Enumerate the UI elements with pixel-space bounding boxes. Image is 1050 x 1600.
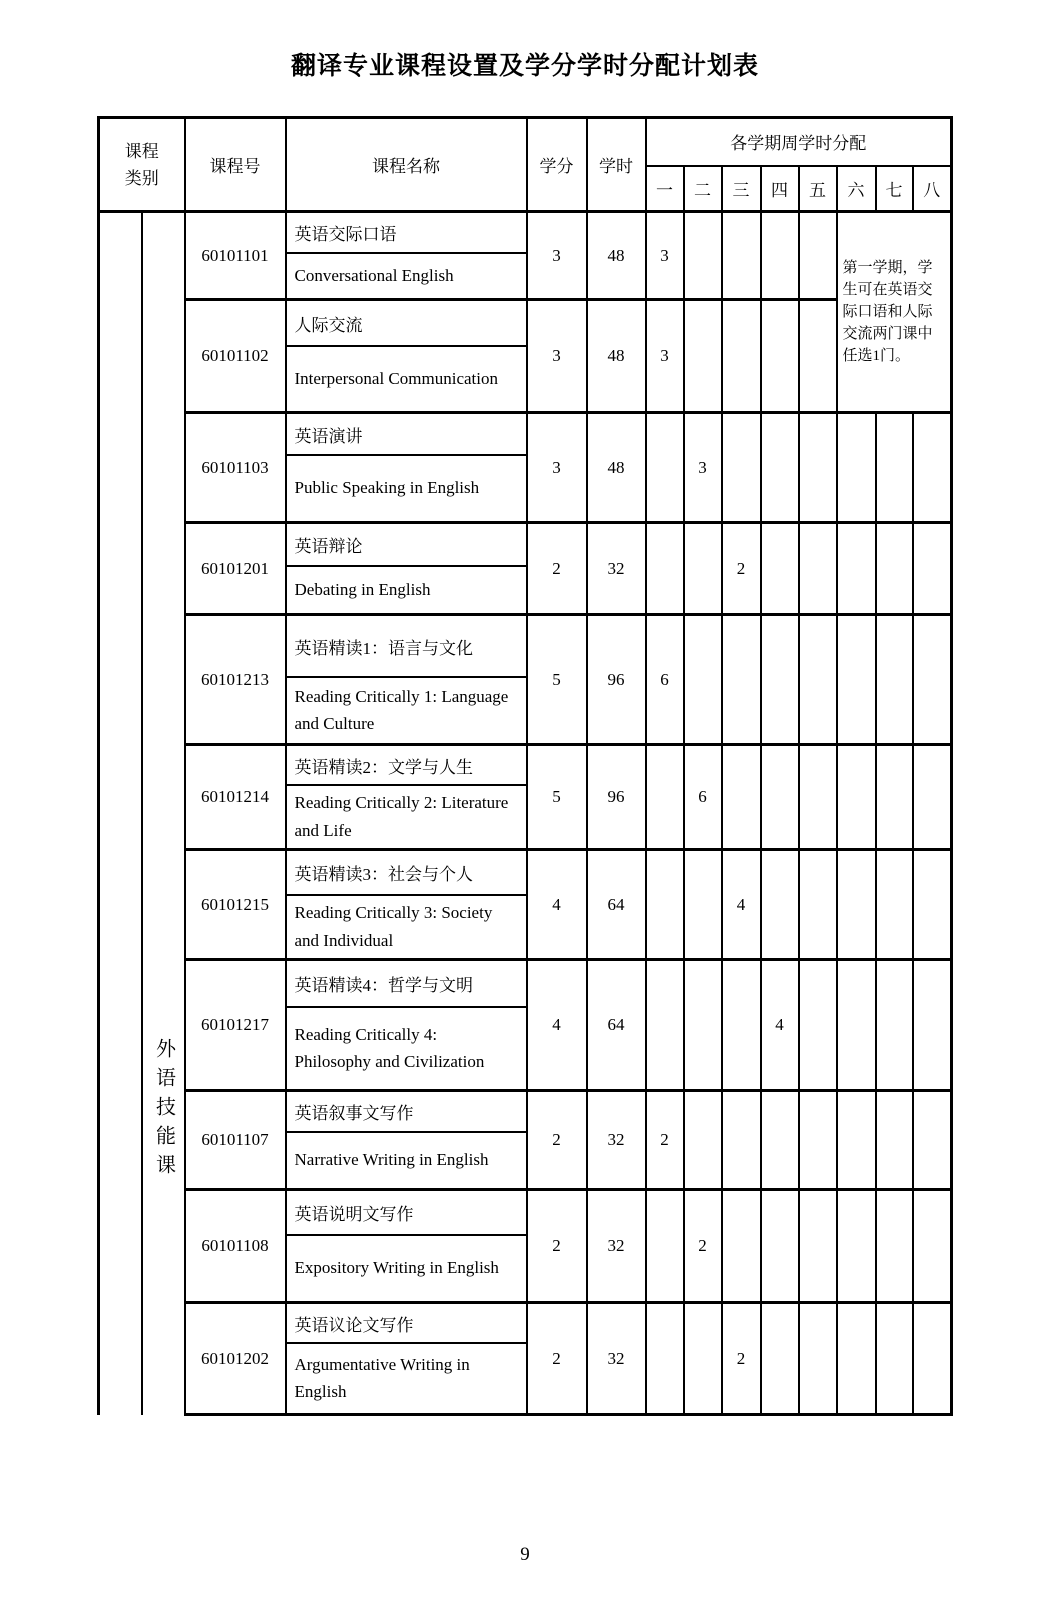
semester-hours-cell: [876, 745, 913, 850]
semester-hours-cell: [646, 1190, 684, 1303]
semester-hours-cell: [684, 615, 722, 745]
course-name-en: [287, 254, 526, 297]
header-course-name: 课程名称: [286, 118, 527, 212]
course-number-cell: 60101103: [185, 413, 286, 523]
credits-cell: 4: [527, 850, 587, 960]
table-row: [99, 1091, 952, 1190]
table-row: [99, 745, 952, 850]
hours-cell: 32: [587, 1303, 646, 1415]
course-name-en-text: Public Speaking in English: [294, 478, 480, 498]
course-number-cell: 60101201: [185, 523, 286, 615]
semester-hours-cell: [913, 413, 952, 523]
course-name-en: [287, 1133, 526, 1187]
hours-cell: 48: [587, 413, 646, 523]
semester-hours-cell: [722, 413, 761, 523]
course-name-cell: [286, 413, 527, 523]
semester-hours-cell: [799, 300, 837, 413]
semester-hours-cell: [761, 1303, 799, 1415]
course-number-cell: 60101213: [185, 615, 286, 745]
semester-hours-cell: [799, 413, 837, 523]
semester-hours-cell: 4: [722, 850, 761, 960]
semester-hours-cell: [837, 1091, 876, 1190]
semester-hours-cell: [722, 212, 761, 300]
course-name-wrap: [287, 1092, 526, 1187]
semester-hours-cell: [646, 850, 684, 960]
semester-hours-cell: 2: [646, 1091, 684, 1190]
semester-hours-cell: [799, 1091, 837, 1190]
credits-cell: 5: [527, 745, 587, 850]
semester-hours-cell: [837, 745, 876, 850]
course-name-en: [287, 567, 526, 612]
table-row: [99, 1190, 952, 1303]
semester-hours-cell: [684, 212, 722, 300]
course-number-cell: 60101108: [185, 1190, 286, 1303]
table-body: [99, 212, 952, 1415]
course-name-en: [287, 678, 526, 742]
course-name-en: [287, 347, 526, 410]
semester-hours-cell: 2: [684, 1190, 722, 1303]
semester-hours-cell: [761, 523, 799, 615]
table-row: [99, 960, 952, 1091]
semester-hours-cell: [837, 413, 876, 523]
hours-cell: 64: [587, 850, 646, 960]
course-number-cell: 60101217: [185, 960, 286, 1091]
semester-hours-cell: [913, 1091, 952, 1190]
semester-hours-cell: [799, 212, 837, 300]
header-semester-6: 六: [837, 166, 876, 212]
course-name-en-text: Argumentative Writing in English: [294, 1354, 470, 1401]
hours-cell: 96: [587, 745, 646, 850]
course-name-en-text: Interpersonal Communication: [294, 368, 498, 388]
semester-hours-cell: [837, 1190, 876, 1303]
semester-hours-cell: [799, 523, 837, 615]
course-name-cell: [286, 1303, 527, 1415]
semester-hours-cell: [684, 850, 722, 960]
semester-hours-cell: 2: [722, 523, 761, 615]
course-number-cell: 60101215: [185, 850, 286, 960]
course-name-en-text: Narrative Writing in English: [294, 1150, 489, 1170]
semester-hours-cell: [876, 1190, 913, 1303]
semester-hours-cell: [876, 413, 913, 523]
course-name-zh: 英语议论文写作: [287, 1304, 526, 1344]
course-name-wrap: [287, 961, 526, 1088]
course-name-zh: 英语精读2：文学与人生: [287, 746, 526, 786]
semester-hours-cell: 3: [646, 212, 684, 300]
semester-hours-cell: [799, 615, 837, 745]
semester-hours-cell: [722, 300, 761, 413]
header-semester-3: 三: [722, 166, 761, 212]
semester-hours-cell: [837, 960, 876, 1091]
course-name-wrap: [287, 213, 526, 297]
course-name-wrap: [287, 1304, 526, 1412]
semester-hours-cell: [722, 615, 761, 745]
table-row: [99, 615, 952, 745]
semester-hours-cell: [761, 615, 799, 745]
semester-hours-cell: [913, 960, 952, 1091]
table-row: [99, 523, 952, 615]
credits-cell: 3: [527, 212, 587, 300]
header-semester-4: 四: [761, 166, 799, 212]
course-name-cell: [286, 850, 527, 960]
semester-hours-cell: [761, 1091, 799, 1190]
course-name-zh: 英语精读1：语言与文化: [287, 616, 526, 678]
semester-hours-cell: 3: [684, 413, 722, 523]
semester-hours-cell: [684, 1091, 722, 1190]
credits-cell: 2: [527, 1190, 587, 1303]
course-name-cell: [286, 1190, 527, 1303]
table-row: [99, 1303, 952, 1415]
hours-cell: 64: [587, 960, 646, 1091]
semester-hours-cell: [761, 300, 799, 413]
semester-hours-cell: [876, 960, 913, 1091]
credits-cell: 4: [527, 960, 587, 1091]
semester-hours-cell: 4: [761, 960, 799, 1091]
category-cell: [142, 212, 185, 1415]
header-semester-group: 各学期周学时分配: [646, 118, 952, 166]
semester-hours-cell: [876, 1091, 913, 1190]
semester-hours-cell: 6: [646, 615, 684, 745]
header-semester-7: 七: [876, 166, 913, 212]
note-cell: [837, 212, 952, 413]
semester-hours-cell: 6: [684, 745, 722, 850]
course-name-en-text: Expository Writing in English: [294, 1258, 499, 1278]
course-name-cell: [286, 1091, 527, 1190]
semester-hours-cell: [876, 523, 913, 615]
course-name-zh: 英语叙事文写作: [287, 1092, 526, 1133]
header-semester-8: 八: [913, 166, 952, 212]
semester-hours-cell: [913, 1303, 952, 1415]
page-title: 翻译专业课程设置及学分学时分配计划表: [290, 52, 759, 80]
credits-cell: 3: [527, 300, 587, 413]
table-row: [99, 212, 952, 300]
header-category: [99, 118, 185, 212]
course-name-en: [287, 1344, 526, 1412]
course-name-zh: 英语说明文写作: [287, 1191, 526, 1236]
course-name-en: [287, 786, 526, 847]
course-name-wrap: [287, 1191, 526, 1300]
semester-hours-cell: [646, 745, 684, 850]
header-credits: 学分: [527, 118, 587, 212]
semester-hours-cell: [722, 960, 761, 1091]
semester-hours-cell: [913, 523, 952, 615]
course-name-en: [287, 1236, 526, 1300]
course-name-wrap: [287, 851, 526, 957]
semester-hours-cell: 2: [722, 1303, 761, 1415]
course-name-en: [287, 896, 526, 957]
semester-hours-cell: [799, 745, 837, 850]
table-row: [99, 300, 952, 413]
credits-cell: 5: [527, 615, 587, 745]
semester-hours-cell: 3: [646, 300, 684, 413]
course-name-en-text: Reading Critically 3: Society and Individual: [294, 903, 493, 950]
course-name-cell: [286, 523, 527, 615]
semester-hours-cell: [837, 1303, 876, 1415]
semester-hours-cell: [761, 212, 799, 300]
table-row: [99, 850, 952, 960]
header-category-label: 课程类别: [124, 141, 159, 188]
category-group-cell: [99, 212, 142, 1415]
semester-hours-cell: [876, 850, 913, 960]
course-name-zh: 英语精读4：哲学与文明: [287, 961, 526, 1008]
course-name-wrap: [287, 414, 526, 520]
semester-hours-cell: [799, 850, 837, 960]
hours-cell: 32: [587, 523, 646, 615]
header-hours: 学时: [587, 118, 646, 212]
semester-hours-cell: [684, 523, 722, 615]
semester-hours-cell: [913, 850, 952, 960]
semester-hours-cell: [722, 745, 761, 850]
semester-hours-cell: [722, 1091, 761, 1190]
curriculum-table: [97, 116, 953, 1416]
semester-hours-cell: [646, 960, 684, 1091]
course-number-cell: 60101101: [185, 212, 286, 300]
course-name-cell: [286, 960, 527, 1091]
semester-hours-cell: [646, 413, 684, 523]
semester-hours-cell: [799, 1303, 837, 1415]
header-semester-1: 一: [646, 166, 684, 212]
semester-hours-cell: [913, 615, 952, 745]
course-name-en-text: Reading Critically 2: Literature and Life: [294, 793, 509, 840]
semester-hours-cell: [837, 615, 876, 745]
credits-cell: 3: [527, 413, 587, 523]
semester-hours-cell: [837, 850, 876, 960]
note-text: 第一学期，学生可在英语交际口语和人际交流两门课中任选1门。: [842, 260, 933, 364]
semester-hours-cell: [761, 413, 799, 523]
course-name-zh: 英语精读3：社会与个人: [287, 851, 526, 896]
semester-hours-cell: [684, 1303, 722, 1415]
table-header: [99, 118, 952, 212]
hours-cell: 96: [587, 615, 646, 745]
semester-hours-cell: [722, 1190, 761, 1303]
course-number-cell: 60101102: [185, 300, 286, 413]
course-name-cell: [286, 212, 527, 300]
course-name-zh: 人际交流: [287, 301, 526, 347]
semester-hours-cell: [684, 960, 722, 1091]
course-name-cell: [286, 745, 527, 850]
course-name-zh: 英语交际口语: [287, 213, 526, 254]
semester-hours-cell: [761, 745, 799, 850]
course-name-cell: [286, 615, 527, 745]
semester-hours-cell: [913, 745, 952, 850]
semester-hours-cell: [761, 1190, 799, 1303]
credits-cell: 2: [527, 1091, 587, 1190]
semester-hours-cell: [646, 1303, 684, 1415]
header-semester-2: 二: [684, 166, 722, 212]
semester-hours-cell: [913, 1190, 952, 1303]
category-label: 外语技能课: [152, 1038, 175, 1183]
header-course-no: 课程号: [185, 118, 286, 212]
course-name-cell: [286, 300, 527, 413]
course-number-cell: 60101202: [185, 1303, 286, 1415]
course-name-en-text: Reading Critically 4: Philosophy and Civilization: [294, 1024, 485, 1071]
course-name-wrap: [287, 524, 526, 612]
semester-hours-cell: [799, 1190, 837, 1303]
semester-hours-cell: [837, 523, 876, 615]
hours-cell: 48: [587, 212, 646, 300]
hours-cell: 48: [587, 300, 646, 413]
course-name-en: [287, 456, 526, 520]
semester-hours-cell: [799, 960, 837, 1091]
course-name-wrap: [287, 301, 526, 410]
course-name-en: [287, 1008, 526, 1088]
course-number-cell: 60101214: [185, 745, 286, 850]
hours-cell: 32: [587, 1190, 646, 1303]
semester-hours-cell: [876, 615, 913, 745]
course-name-wrap: [287, 616, 526, 742]
course-name-zh: 英语演讲: [287, 414, 526, 456]
header-semester-5: 五: [799, 166, 837, 212]
semester-hours-cell: [876, 1303, 913, 1415]
header-row-1: [99, 118, 952, 166]
course-name-wrap: [287, 746, 526, 847]
hours-cell: 32: [587, 1091, 646, 1190]
course-name-en-text: Debating in English: [294, 579, 431, 599]
page-number: 9: [520, 1544, 530, 1565]
course-name-en-text: Conversational English: [294, 265, 454, 285]
table-row: [99, 413, 952, 523]
course-name-zh: 英语辩论: [287, 524, 526, 567]
course-name-en-text: Reading Critically 1: Language and Culture: [294, 686, 509, 733]
semester-hours-cell: [646, 523, 684, 615]
course-number-cell: 60101107: [185, 1091, 286, 1190]
credits-cell: 2: [527, 523, 587, 615]
credits-cell: 2: [527, 1303, 587, 1415]
semester-hours-cell: [684, 300, 722, 413]
semester-hours-cell: [761, 850, 799, 960]
